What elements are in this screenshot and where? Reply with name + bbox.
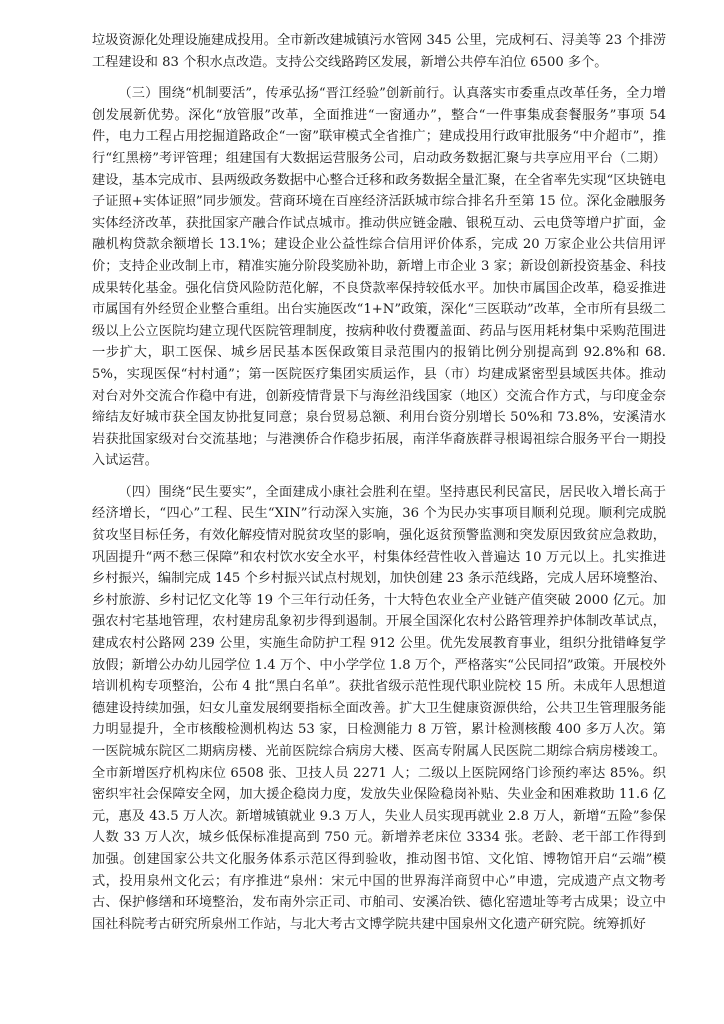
paragraph-section-three: （三）围绕“机制要活”，传承弘扬“晋江经验”创新前行。认真落实市委重点改革任务，全力增创发展新优势。深化“放管服”改革，全面推进“一窗通办”，整合“一件事集成套餐服务”事项 54 件，电力工程占用挖掘道路政企“一窗”联审模式全省推广；建成投用行政审批服务“中介超市”，推行“红黑榜”考评管理；组建国有大数据运营服务公司，启动政务数据汇聚与共享应用平台（二期）建设，基本完成市、县两级政务数据中心整合迁移和政务数据全量汇聚，在全省率先实现“区块链电子证照+实体证照”同步颁发。营商环境在百座经济活跃城市综合排名升至第 15 位。深化金融服务实体经济改革，获批国家产融合作试点城市。推动供应链金融、银税互动、云电贷等增户扩面，金融机构贷款余额增长 13.1%；建设企业公益性综合信用评价体系，完成 20 万家企业公共信用评价；支持企业改制上市，精准实施分阶段奖励补助，新增上市企业 3 家；新设创新投资基金、科技成果转化基金。强化信贷风险防范化解，不良贷款率保持较低水平。加快市属国企改革，稳妥推进市属国有外经贸企业整合重组。出台实施医改“1+N”政策，深化“三医联动”改革，全市所有县级二级以上公立医院均建立现代医院管理制度，按病种收付费覆盖面、药品与医用耗材集中采购范围进一步扩大，职工医保、城乡居民基本医保政策目录范围内的报销比例分别提高到 92.8%和 68.5%，实现医保“村村通”；第一医院医疗集团实质运作，县（市）均建成紧密型县域医共体。推动对台对外交流合作稳中有进，创新疫情背景下与海丝沿线国家（地区）交流合作方式，与印度金奈缔结友好城市获全国友协批复同意；泉台贸易总额、利用台资分别增长 50%和 73.8%，安溪清水岩获批国家级对台交流基地；与港澳侨合作稳步拓展，南洋华裔族群寻根谒祖综合服务平台一期投入试运营。 [92, 86, 666, 469]
paragraph-section-four: （四）围绕“民生要实”，全面建成小康社会胜利在望。坚持惠民利民富民，居民收入增长高于经济增长，“四心”工程、民生“XIN”行动深入实施，36 个为民办实事项目顺利兑现。顺利完成脱贫攻坚目标任务，有效化解疫情对脱贫攻坚的影响，强化返贫预警监测和突发原因致贫应急救助，巩固提升“两不愁三保障”和农村饮水安全水平，村集体经营性收入普遍达 10 万元以上。扎实推进乡村振兴，编制完成 145 个乡村振兴试点村规划，加快创建 23 条示范线路，完成人居环境整治、乡村旅游、乡村记忆文化等 19 个三年行动任务，十大特色农业全产业链产值突破 2000 亿元。加强农村宅基地管理，农村建房乱象初步得到遏制。开展全国深化农村公路管理养护体制改革试点，建成农村公路网 239 公里，实施生命防护工程 912 公里。优先发展教育事业，组织分批错峰复学放假；新增公办幼儿园学位 1.4 万个、中小学学位 1.8 万个，严格落实“公民同招”政策。开展校外培训机构专项整治，公布 4 批“黑白名单”。获批省级示范性现代职业院校 15 所。未成年人思想道德建设持续加强，妇女儿童发展纲要指标全面改善。扩大卫生健康资源供给，公共卫生管理服务能力明显提升，全市核酸检测机构达 53 家，日检测能力 8 万管，累计检测核酸 400 多万人次。第一医院城东院区二期病房楼、光前医院综合病房大楼、医高专附属人民医院二期综合病房楼竣工。全市新增医疗机构床位 6508 张、卫技人员 2271 人；二级以上医院网络门诊预约率达 85%。织密织牢社会保障安全网，加大援企稳岗力度，发放失业保险稳岗补贴、失业金和困难救助 11.6 亿元，惠及 43.5 万人次。新增城镇就业 9.3 万人，失业人员实现再就业 2.8 万人，新增“五险”参保人数 33 万人次，城乡低保标准提高到 750 元。新增养老床位 3334 张。老龄、老干部工作得到加强。创建国家公共文化服务体系示范区得到验收，推动图书馆、文化馆、博物馆开启“云端”模式，投用泉州文化云；有序推进“泉州：宋元中国的世界海洋商贸中心”申遗，完成遗产点文物考古、保护修缮和环境整治，发布南外宗正司、市舶司、安溪冶铁、德化窑遗址等考古成果；设立中国社科院考古研究所泉州工作站，与北大考古文博学院共建中国泉州文化遗产研究院。统筹抓好 [92, 484, 666, 932]
paragraph-continuation: 垃圾资源化处理设施建成投用。全市新改建城镇污水管网 345 公里，完成柯石、浔美等 23 个排涝工程建设和 83 个积水点改造。支持公交线路跨区发展，新增公共停车泊位 6500 多个。 [92, 33, 666, 70]
